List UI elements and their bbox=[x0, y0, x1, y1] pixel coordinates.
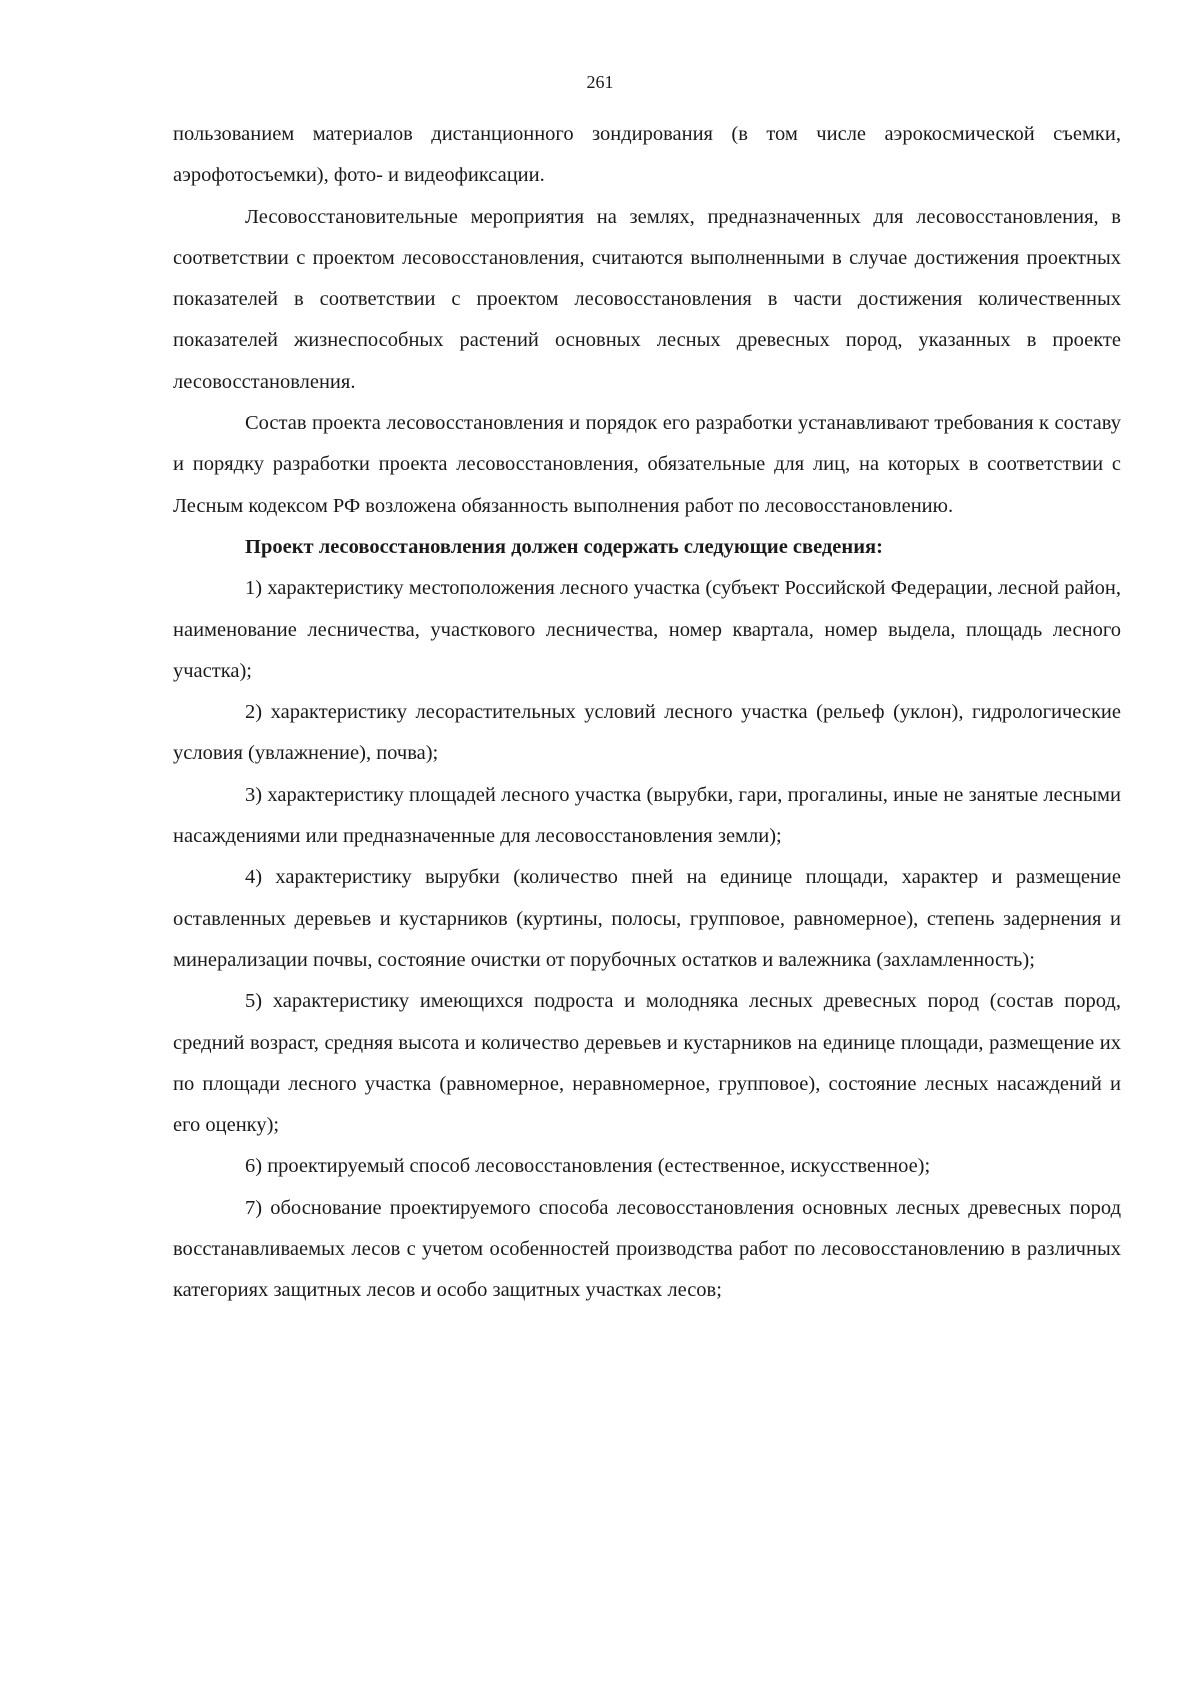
document-body bbox=[173, 114, 1121, 1312]
paragraph-reforestation-measures: Лесовосстановительные мероприятия на землях, предназначенных для лесовосстановления, в соответствии с проектом лесовосстановления, считаются выполненными в случае достижения проектных показателей в соответствии с проектом лесовосстановления в части достижения количественных показателей жизнеспособных растений основных лесных древесных пород, указанных в проекте лесовосстановления. bbox=[173, 205, 1121, 393]
paragraph-continuation: пользованием материалов дистанционного зондирования (в том числе аэрокосмической съемки, аэрофотосъемки), фото- и видеофиксации. bbox=[173, 123, 1121, 187]
page-number: 261 bbox=[586, 72, 614, 92]
list-item-1: 1) характеристику местоположения лесного участка (субъект Российской Федерации, лесной район, наименование лесничества, участкового лесничества, номер квартала, номер выдела, площадь лесного участка); bbox=[173, 577, 1121, 682]
list-item-4: 4) характеристику вырубки (количество пней на единице площади, характер и размещение оставленных деревьев и кустарников (куртины, полосы, групповое, равномерное), степень задернения и минерализации почвы, состояние очистки от порубочных остатков и валежника (захламленность); bbox=[173, 866, 1121, 971]
paragraph-project-composition: Состав проекта лесовосстановления и порядок его разработки устанавливают требования к составу и порядку разработки проекта лесовосстановления, обязательные для лиц, на которых в соответствии с Лесным кодексом РФ возложена обязанность выполнения работ по лесовосстановлению. bbox=[173, 412, 1121, 517]
list-item-6: 6) проектируемый способ лесовосстановления (естественное, искусственное); bbox=[245, 1155, 931, 1178]
list-item-3: 3) характеристику площадей лесного участка (вырубки, гари, прогалины, иные не занятые лесными насаждениями или предназначенные для лесовосстановления земли); bbox=[173, 783, 1121, 848]
list-item-2: 2) характеристику лесорастительных условий лесного участка (рельеф (уклон), гидрологические условия (увлажнение), почва); bbox=[173, 701, 1121, 765]
list-item-7: 7) обоснование проектируемого способа лесовосстановления основных лесных древесных пород восстанавливаемых лесов с учетом особенностей производства работ по лесовосстановлению в различных категориях защитных лесов и особо защитных участках лесов; bbox=[173, 1196, 1121, 1302]
section-heading: Проект лесовосстановления должен содержать следующие сведения: bbox=[245, 535, 883, 558]
list-item-5: 5) характеристику имеющихся подроста и молодняка лесных древесных пород (состав пород, средний возраст, средняя высота и количество деревьев и кустарников на единице площади, размещение их по площади лесного участка (равномерное, неравномерное, групповое), состояние лесных насаждений и его оценку); bbox=[173, 990, 1121, 1137]
